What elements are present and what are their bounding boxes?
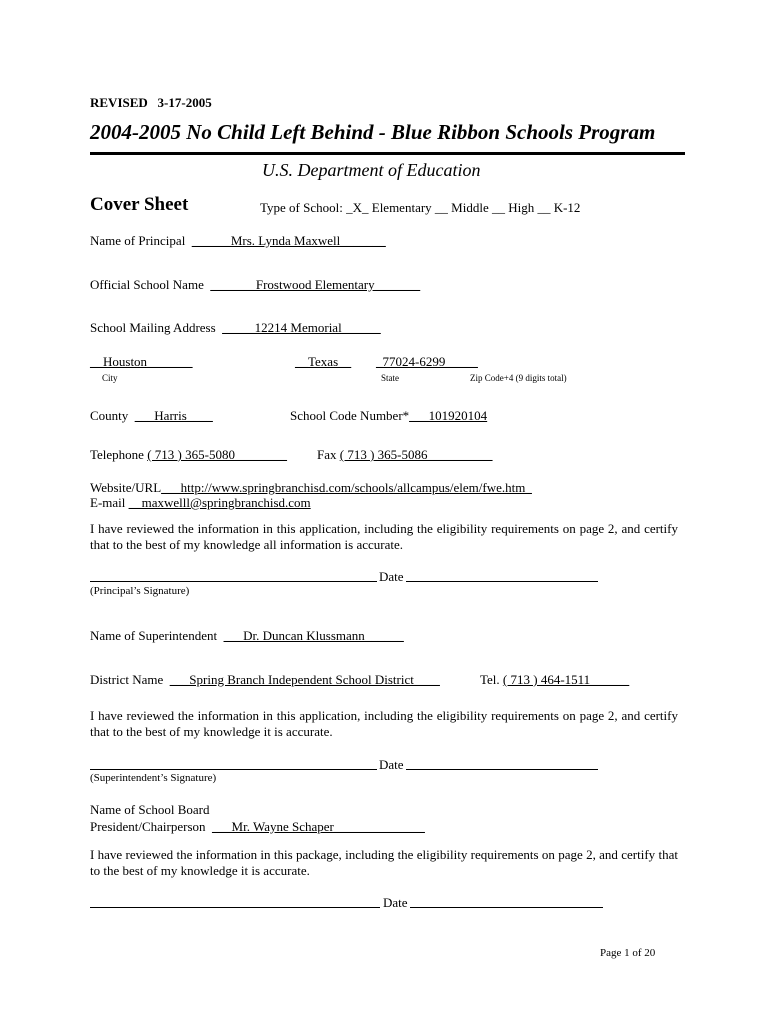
board-certification: I have reviewed the information in this package, including the eligibility requirements on page 2, and certify that to the best of my knowledge it is accurate. — [90, 847, 678, 878]
telephone-value[interactable]: ( 713 ) 365-5080________ — [147, 447, 287, 462]
school-type-field: Type of School: _X_ Elementary __ Middle __ High __ K-12 — [260, 200, 581, 215]
principal-signature-line[interactable] — [90, 581, 377, 582]
principal-value[interactable]: ______Mrs. Lynda Maxwell_______ — [191, 233, 386, 248]
zip-value[interactable]: _77024-6299_____ — [376, 354, 478, 369]
principal-signature-caption: (Principal’s Signature) — [90, 585, 190, 597]
superintendent-field: Name of Superintendent ___Dr. Duncan Klussmann______ — [90, 628, 404, 643]
department-heading: U.S. Department of Education — [262, 160, 481, 180]
state-caption: State — [381, 373, 399, 383]
board-label-line1: Name of School Board — [90, 802, 210, 817]
page-title: 2004-2005 No Child Left Behind - Blue Ribbon Schools Program — [90, 120, 656, 144]
school-name-field: Official School Name _______Frostwood Elementary_______ — [90, 277, 421, 292]
board-field: President/Chairperson ___Mr. Wayne Schaper______________ — [90, 819, 425, 834]
board-value[interactable]: ___Mr. Wayne Schaper______________ — [212, 819, 425, 834]
principal-date-line[interactable] — [406, 581, 598, 582]
district-value[interactable]: ___Spring Branch Independent School District____ — [169, 672, 440, 687]
superintendent-certification: I have reviewed the information in this application, including the eligibility requirements on page 2, and certify that to the best of my knowledge it is accurate. — [90, 708, 678, 739]
city-caption: City — [102, 373, 118, 383]
superintendent-date-label: Date — [379, 757, 404, 772]
board-date-line[interactable] — [410, 907, 603, 908]
state-value[interactable]: __Texas__ — [295, 354, 352, 369]
zip-caption: Zip Code+4 (9 digits total) — [470, 373, 567, 383]
mailing-address-value[interactable]: _____12214 Memorial______ — [222, 320, 381, 335]
superintendent-signature-caption: (Superintendent’s Signature) — [90, 772, 217, 784]
school-name-value[interactable]: _______Frostwood Elementary_______ — [210, 277, 421, 292]
county-field: County ___Harris____ — [90, 408, 213, 423]
telephone-field: Telephone ( 713 ) 365-5080________ — [90, 447, 287, 462]
email-value[interactable]: __maxwelll@springbranchisd.com — [128, 495, 311, 510]
cover-sheet-heading: Cover Sheet — [90, 194, 189, 215]
website-field: Website/URL___http://www.springbranchisd.com/schools/allcampus/elem/fwe.htm_ — [90, 480, 532, 495]
board-signature-line[interactable] — [90, 907, 380, 908]
superintendent-date-line[interactable] — [406, 769, 598, 770]
city-value[interactable]: __Houston_______ — [90, 354, 193, 369]
fax-field: Fax ( 713 ) 365-5086__________ — [317, 447, 493, 462]
school-code-value[interactable]: ___101920104 — [409, 408, 488, 423]
superintendent-value[interactable]: ___Dr. Duncan Klussmann______ — [223, 628, 404, 643]
principal-certification: I have reviewed the information in this application, including the eligibility requirements on page 2, and certify that to the best of my knowledge all information is accurate. — [90, 521, 678, 552]
website-value[interactable]: ___http://www.springbranchisd.com/schools/allcampus/elem/fwe.htm_ — [161, 480, 532, 495]
principal-date-label: Date — [379, 569, 404, 584]
school-type-options[interactable]: _X_ Elementary __ Middle __ High __ K-12 — [346, 200, 581, 215]
revised-label: REVISED 3-17-2005 — [90, 95, 212, 110]
county-value[interactable]: ___Harris____ — [134, 408, 213, 423]
school-code-field: School Code Number*___101920104 — [290, 408, 488, 423]
superintendent-signature-line[interactable] — [90, 769, 377, 770]
email-field: E-mail __maxwelll@springbranchisd.com — [90, 495, 311, 510]
mailing-address-field: School Mailing Address _____12214 Memorial______ — [90, 320, 381, 335]
title-divider — [90, 152, 685, 155]
page-number: Page 1 of 20 — [600, 947, 656, 959]
district-telephone-value[interactable]: ( 713 ) 464-1511______ — [502, 672, 630, 687]
board-date-label: Date — [383, 895, 408, 910]
fax-value[interactable]: ( 713 ) 365-5086__________ — [339, 447, 493, 462]
district-field: District Name ___Spring Branch Independent School District____ — [90, 672, 440, 687]
principal-field: Name of Principal ______Mrs. Lynda Maxwell_______ — [90, 233, 386, 248]
district-telephone-field: Tel. ( 713 ) 464-1511______ — [480, 672, 630, 687]
